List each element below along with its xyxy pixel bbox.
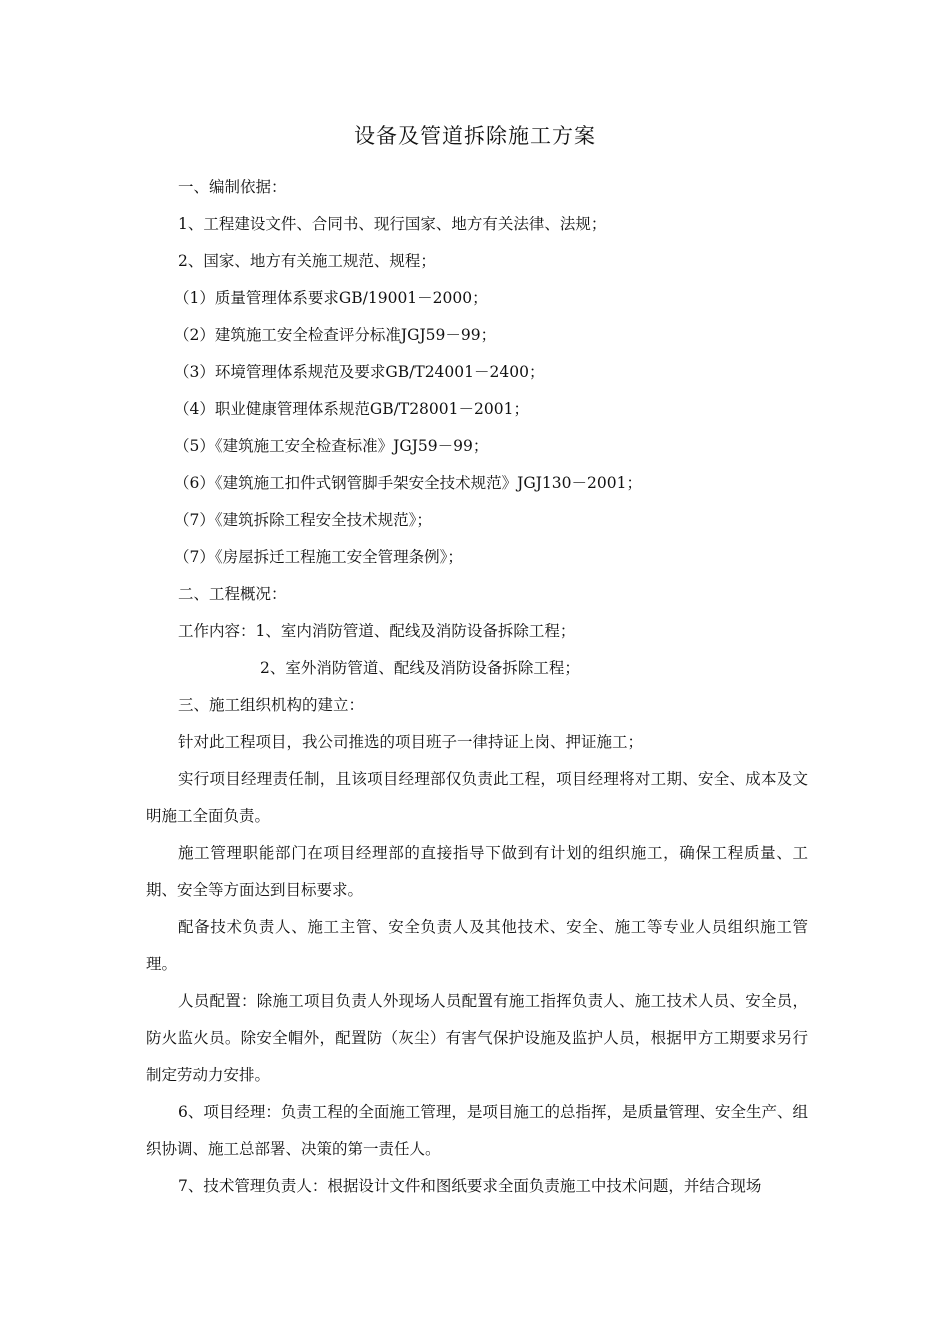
standard-item: （7）《房屋拆迁工程施工安全管理条例》； — [174, 548, 463, 566]
section-heading-basis: 一、编制依据： — [178, 178, 287, 196]
standard-item: （4）职业健康管理体系规范GB/T28001－2001； — [174, 400, 529, 418]
work-content-1: 工作内容：1、室内消防管道、配线及消防设备拆除工程； — [178, 622, 576, 640]
standard-item: （6）《建筑施工扣件式钢管脚手架安全技术规范》JGJ130－2001； — [174, 474, 642, 492]
paragraph-management-department: 施工管理职能部门在项目经理部的直接指导下做到有计划的组织施工，确保工程质量、工期、安全等方面达到目标要求。 — [146, 844, 808, 899]
standard-item: （1）质量管理体系要求GB/19001－2000； — [174, 289, 488, 307]
standard-item: （7）《建筑拆除工程安全技术规范》； — [174, 511, 432, 529]
basis-item-1: 1、工程建设文件、合同书、现行国家、地方有关法律、法规； — [178, 215, 607, 233]
work-content-2: 2、室外消防管道、配线及消防设备拆除工程； — [260, 659, 580, 677]
paragraph-manager-responsibility: 实行项目经理责任制，且该项目经理部仅负责此工程，项目经理将对工期、安全、成本及文明施工全面负责。 — [146, 770, 808, 825]
organization-line: 针对此工程项目，我公司推选的项目班子一律持证上岗、押证施工； — [178, 733, 644, 751]
paragraph-technical-manager: 7、技术管理负责人：根据设计文件和图纸要求全面负责施工中技术问题，并结合现场 — [178, 1177, 762, 1195]
standard-item: （3）环境管理体系规范及要求GB/T24001－2400； — [174, 363, 545, 381]
document-title: 设备及管道拆除施工方案 — [354, 124, 596, 148]
standard-item: （2）建筑施工安全检查评分标准JGJ59－99； — [174, 326, 497, 344]
section-heading-organization: 三、施工组织机构的建立： — [178, 696, 365, 714]
paragraph-personnel-configuration: 人员配置：除施工项目负责人外现场人员配置有施工指挥负责人、施工技术人员、安全员，防火监火员。除安全帽外，配置防（灰尘）有害气保护设施及监护人员，根据甲方工期要求另行制定劳动力安排。 — [146, 992, 808, 1084]
paragraph-project-manager: 6、项目经理：负责工程的全面施工管理，是项目施工的总指挥，是质量管理、安全生产、组织协调、施工总部署、决策的第一责任人。 — [146, 1103, 808, 1158]
basis-item-2: 2、国家、地方有关施工规范、规程； — [178, 252, 436, 270]
section-heading-overview: 二、工程概况： — [178, 585, 287, 603]
standard-item: （5）《建筑施工安全检查标准》JGJ59－99； — [174, 437, 489, 455]
paragraph-staffing: 配备技术负责人、施工主管、安全负责人及其他技术、安全、施工等专业人员组织施工管理。 — [146, 918, 808, 973]
